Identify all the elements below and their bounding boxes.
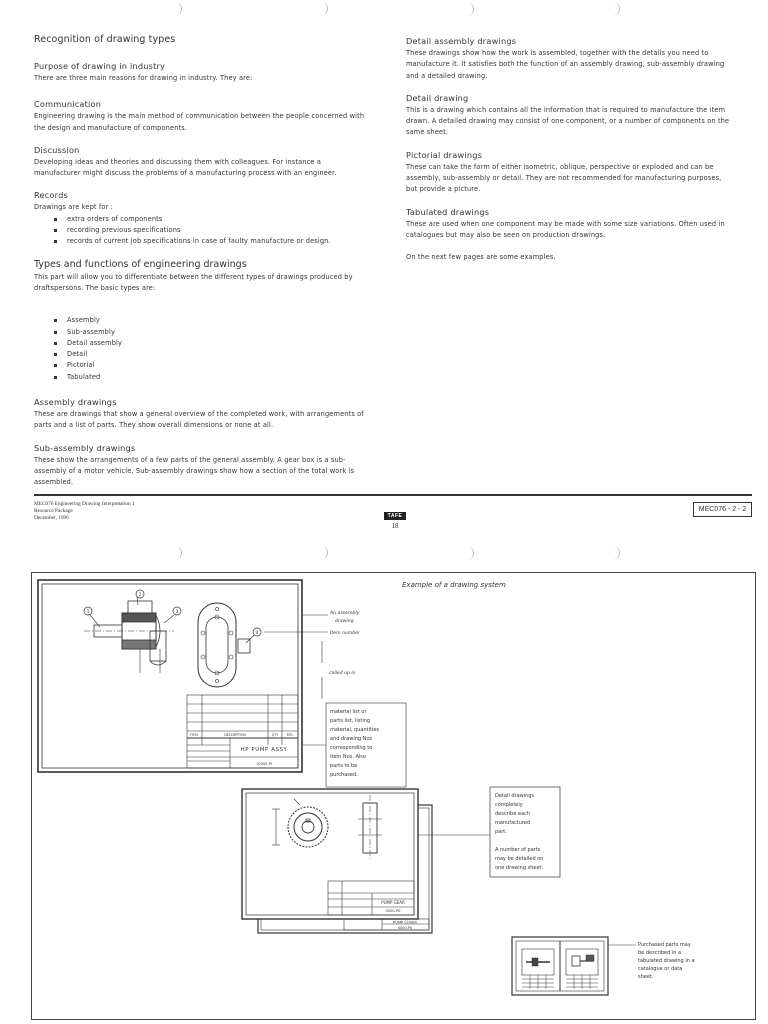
records-section xyxy=(34,190,384,247)
detail-assembly-section xyxy=(406,36,752,82)
list-item: Detail assembly xyxy=(54,338,384,349)
footer-course-info xyxy=(34,501,135,523)
list-item: records of current job specifications in case of faulty manufacture or design. xyxy=(54,236,384,247)
assembly-number: 10000-PI xyxy=(256,762,272,766)
records-heading: Records xyxy=(34,190,68,201)
communication-text-line: Engineering drawing is the main method of communication between the people concerned with xyxy=(34,112,365,121)
drawing-system-diagram xyxy=(31,572,756,1020)
label-assembly-drawing: drawing. xyxy=(335,619,355,624)
subassembly-text-line: These show the arrangements of a few parts of the general assembly. A gear box is a sub- xyxy=(34,455,346,464)
list-item: Assembly xyxy=(54,315,384,326)
tabulated-section xyxy=(406,207,752,242)
table-header: QTY xyxy=(271,733,279,737)
footer-course-subtitle: Resource Package xyxy=(34,508,73,515)
detail-label-line: part. xyxy=(495,829,507,835)
label-called-up: called up in xyxy=(329,671,356,676)
subassembly-heading: Sub-assembly drawings xyxy=(34,442,136,453)
detail-label-line: manufactured xyxy=(495,820,531,826)
diagram-canvas xyxy=(32,573,757,1021)
footer-date: December, 1996 xyxy=(34,515,69,522)
detail-assembly-text-line: These drawings show how the work is assembled, together with the details you need to xyxy=(406,49,709,57)
pictorial-text-line: These can take the form of either isometric, oblique, perspective or exploded and can be xyxy=(406,162,714,171)
parts-label-line: one drawing sheet. xyxy=(495,865,544,871)
discussion-text-line: Developing ideas and theories and discussing them with colleagues. For instance a xyxy=(34,157,322,166)
detail-text-line: drawn. A detailed drawing may consist of one component, or a number of components on the xyxy=(406,117,730,126)
pictorial-heading: Pictorial drawings xyxy=(406,149,483,160)
punch-hole xyxy=(460,546,474,560)
footer-course-title: MEC076 Engineering Drawing Interpretation 1 xyxy=(34,501,135,507)
cover-title: PUMP COVER xyxy=(393,920,417,925)
punch-hole xyxy=(314,546,328,560)
assembly-text-line: parts and a list of parts. They show overall dimensions or none at all. xyxy=(34,421,274,430)
footer-page-info xyxy=(380,502,410,530)
types-text-line: This part will allow you to differentiate between the different types of drawings produced by xyxy=(34,272,353,281)
communication-section xyxy=(34,99,384,134)
list-item: Sub-assembly xyxy=(54,327,384,338)
list-item: Tabulated xyxy=(54,372,384,383)
assembly-title: HP PUMP ASSY xyxy=(240,747,288,753)
tabulated-text-line: catalogues but may also be seen on production drawings. xyxy=(406,230,606,239)
detail-text-line: This is a drawing which contains all the information that is required to manufacture the item xyxy=(406,105,726,114)
detail-label-line: Detail drawings xyxy=(495,793,535,799)
material-label-line: corresponding to xyxy=(330,745,373,751)
purchased-label-line: tabulated drawing in a xyxy=(638,958,695,964)
page-number: 18 xyxy=(391,522,399,530)
catalogue-book xyxy=(512,937,608,995)
discussion-section xyxy=(34,145,384,180)
punch-hole xyxy=(168,2,182,16)
footer-code-box: MEC076 - 2 - 2 xyxy=(693,502,752,517)
material-label-line: material list or xyxy=(330,709,367,715)
material-label-line: item Nos. Also xyxy=(330,754,366,760)
detail-sheets xyxy=(242,789,432,933)
material-label-line: material, quantities xyxy=(330,727,380,733)
detail-text-line: same sheet. xyxy=(406,128,449,137)
detail-label-line: describe each xyxy=(495,811,530,817)
purchased-label-line: be described in a xyxy=(638,950,682,956)
gear-number: 0000-P0 xyxy=(385,909,401,913)
subassembly-text-line: assembled. xyxy=(34,478,74,487)
punch-hole xyxy=(314,2,328,16)
detail-label-box xyxy=(418,787,560,877)
parts-label-line: may be detailed on xyxy=(495,856,544,862)
purpose-heading: Purpose of drawing in industry xyxy=(34,61,166,71)
assembly-heading: Assembly drawings xyxy=(34,397,117,408)
page-title: Recognition of drawing types xyxy=(34,34,176,45)
types-text-line: draftspersons. The basic types are: xyxy=(34,283,156,292)
communication-heading: Communication xyxy=(34,99,102,110)
assembly-text-line: These are drawings that show a general overview of the completed work, with arrangements of xyxy=(34,410,364,419)
diagram-title: Example of a drawing system xyxy=(402,581,506,589)
types-heading: Types and functions of engineering drawings xyxy=(34,258,247,270)
detail-assembly-text-line: and a detailed drawing. xyxy=(406,71,488,80)
right-column xyxy=(406,36,752,264)
records-list xyxy=(54,214,384,248)
balloon-number: 1 xyxy=(86,610,90,615)
communication-text-line: the design and manufacture of components. xyxy=(34,123,188,132)
gear-title: PUMP GEAR xyxy=(381,900,405,905)
types-list xyxy=(54,315,384,383)
subassembly-text-line: assembly of a motor vehicle. Sub-assembly drawings show how a section of the total work is xyxy=(34,466,355,475)
material-label-line: parts list, listing xyxy=(330,718,371,724)
detail-section xyxy=(406,93,752,139)
cover-number: 0000-P0 xyxy=(397,926,413,930)
balloon-number: 2 xyxy=(138,593,142,598)
table-header: DESCRIPTION xyxy=(224,733,246,737)
table-header: ITEM xyxy=(190,733,198,737)
purpose-text: There are three main reasons for drawing in industry. They are: xyxy=(34,74,253,82)
pictorial-text-line: assembly, sub-assembly or detail. They are not recommended for manufacturing purposes, xyxy=(406,174,722,183)
list-item: extra orders of components xyxy=(54,214,384,225)
list-item: Pictorial xyxy=(54,360,384,371)
list-item: recording previous specifications xyxy=(54,225,384,236)
material-label-line: and drawing Nos xyxy=(330,736,373,742)
purchased-label-line: catalogue or data xyxy=(638,966,683,972)
material-label-line: parts to be xyxy=(330,763,358,769)
examples-text: On the next few pages are some examples. xyxy=(406,253,556,262)
detail-assembly-heading: Detail assembly drawings xyxy=(406,36,517,46)
left-column xyxy=(34,34,384,500)
purchased-label-line: Purchased parts may xyxy=(638,942,691,948)
subassembly-section xyxy=(34,443,384,489)
list-item: Detail xyxy=(54,349,384,360)
purchased-label xyxy=(608,942,695,980)
records-intro: Drawings are kept for : xyxy=(34,203,114,212)
types-section xyxy=(34,259,384,295)
label-item-number: Item number xyxy=(330,631,360,636)
punch-hole xyxy=(168,546,182,560)
material-label-line: purchased. xyxy=(330,772,358,778)
table-header: MTL xyxy=(286,733,294,737)
punch-hole xyxy=(606,2,620,16)
detail-label-line: completely xyxy=(495,802,523,808)
pictorial-text-line: but provide a picture. xyxy=(406,185,481,194)
footer-rule xyxy=(34,494,752,496)
assembly-section xyxy=(34,397,384,432)
balloon-number: 4 xyxy=(255,631,259,636)
assembly-sheet xyxy=(38,580,302,772)
parts-label-line: A number of parts xyxy=(495,847,541,853)
detail-heading: Detail drawing xyxy=(406,92,469,103)
tabulated-text-line: These are used when one component may be made with some size variations. Often used in xyxy=(406,219,725,228)
discussion-text-line: manufacturer might discuss the problems of a manufacturing process with an engineer. xyxy=(34,169,337,178)
purchased-label-line: sheet. xyxy=(638,974,654,980)
pictorial-section xyxy=(406,150,752,196)
label-assembly-drawing: An assembly xyxy=(330,611,360,616)
purpose-section xyxy=(34,61,384,84)
balloon-number: 3 xyxy=(175,610,179,615)
discussion-heading: Discussion xyxy=(34,144,80,155)
punch-hole xyxy=(460,2,474,16)
punch-hole xyxy=(606,546,620,560)
tafe-logo: TAFE xyxy=(384,512,407,520)
tabulated-heading: Tabulated drawings xyxy=(406,206,490,217)
detail-assembly-text-line: manufacture it. It satisfies both the function of an assembly drawing, sub-assembly drawing xyxy=(406,60,725,69)
